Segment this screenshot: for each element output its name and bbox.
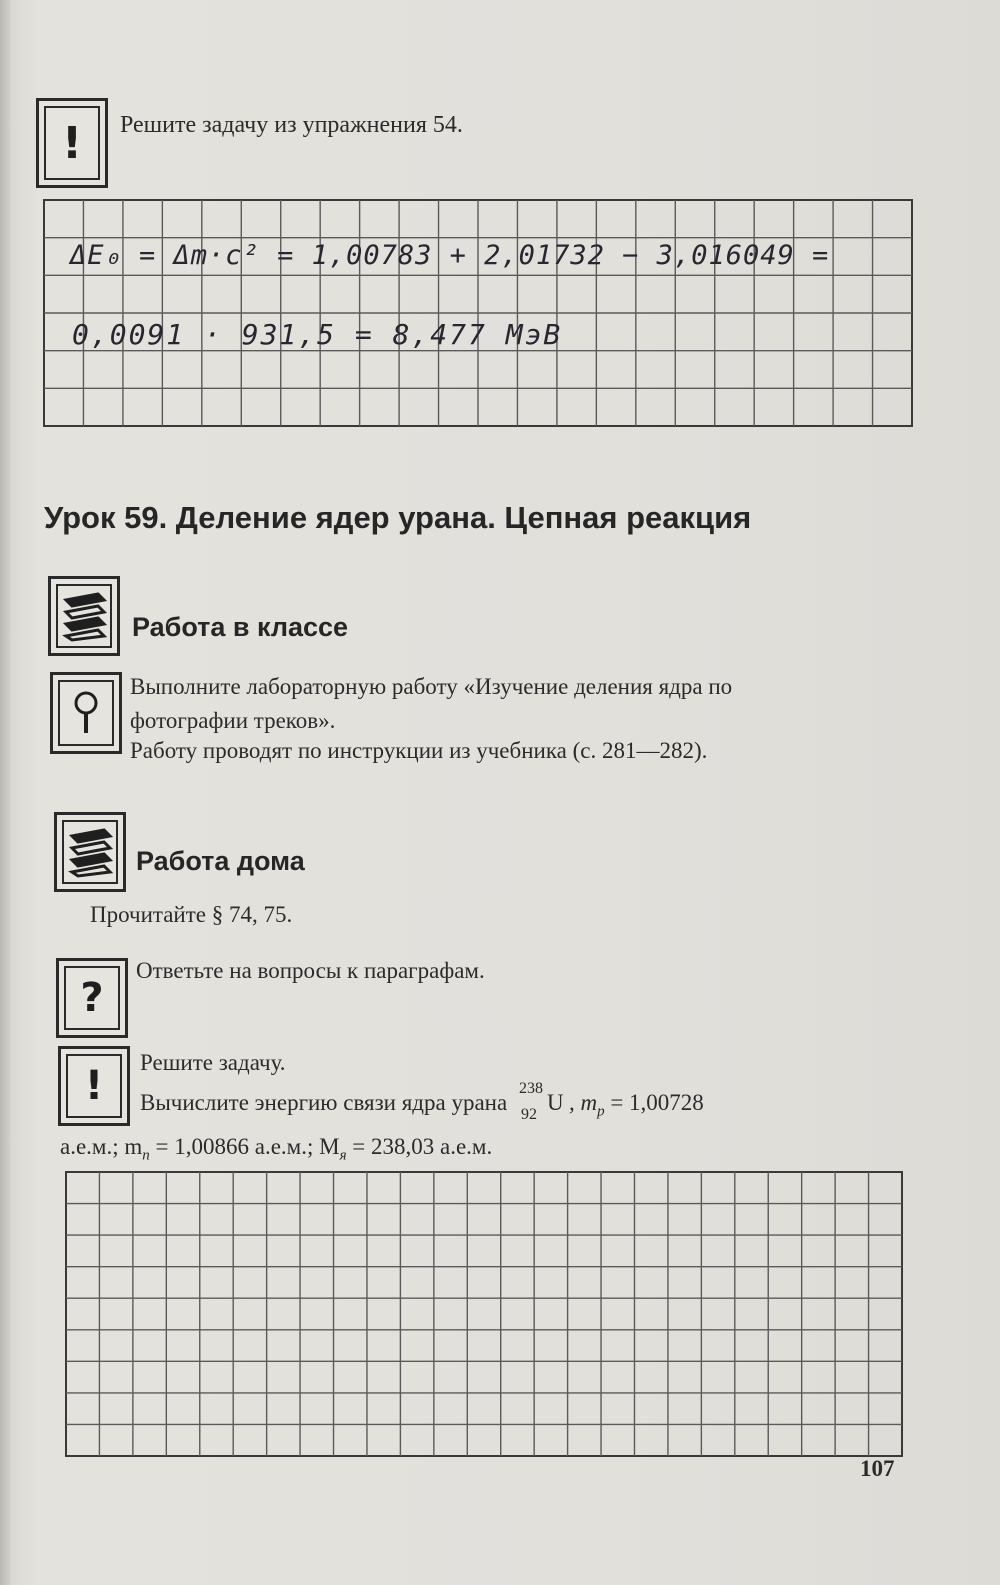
question-glyph: ? — [80, 975, 104, 1021]
book-spine-shadow — [0, 0, 10, 1585]
lab-text-line3: Работу проводят по инструкции из учебника (с. 281—282). — [130, 738, 708, 763]
page-number: 107 — [860, 1456, 895, 1481]
classwork-heading: Работа в классе — [132, 612, 349, 642]
books-icon — [54, 812, 126, 892]
my-subscript: я — [339, 1147, 347, 1164]
books-stack-icon — [60, 590, 108, 642]
top-task-text: Решите задачу из упражнения 54. — [120, 112, 463, 138]
handwritten-solution-line1: ΔE₀ = Δm·c² = 1,00783 + 2,01732 − 3,016049 = — [70, 240, 830, 271]
books-stack-icon — [66, 826, 114, 878]
homework-task-title: Решите задачу. — [140, 1050, 286, 1075]
exclamation-glyph: ! — [61, 117, 83, 169]
task-line2-end: = 238,03 а.е.м. — [346, 1134, 493, 1159]
handwritten-solution-line2: 0,0091 · 931,5 = 8,477 МэВ — [72, 318, 563, 351]
task-line1-mp: , m — [568, 1090, 598, 1115]
homework-questions: Ответьте на вопросы к параграфам. — [136, 958, 485, 983]
homework-heading: Работа дома — [136, 846, 305, 876]
isotope-mass-number: 238 — [518, 1080, 543, 1097]
homework-task-line2 — [60, 1130, 492, 1173]
task-line2-start: а.е.м.; m — [60, 1134, 143, 1159]
answer-grid-bottom — [62, 1168, 912, 1466]
exclamation-icon — [36, 98, 108, 188]
lesson-title: Урок 59. Деление ядер урана. Цепная реакция — [44, 500, 752, 535]
task-line2-mid: = 1,00866 а.е.м.; M — [149, 1134, 340, 1159]
mn-subscript: n — [142, 1147, 150, 1164]
answer-grid-top — [40, 196, 920, 436]
isotope-charge-number: 92 — [520, 1106, 537, 1123]
isotope-symbol: U — [546, 1090, 564, 1115]
task-line1-start: Вычислите энергию связи ядра урана — [140, 1090, 508, 1115]
books-icon — [48, 576, 120, 656]
lab-text-line2: фотографии треков». — [130, 708, 336, 733]
mp-subscript: p — [597, 1103, 605, 1120]
exclamation-glyph: ! — [84, 1063, 104, 1109]
question-icon — [56, 958, 128, 1038]
homework-read: Прочитайте § 74, 75. — [90, 902, 293, 927]
task-line1-mp-value: = 1,00728 — [604, 1090, 704, 1115]
magnifier-glyph — [71, 689, 101, 737]
isotope-notation — [513, 1080, 569, 1123]
lab-text-line1: Выполните лабораторную работу «Изучение деления ядра по — [130, 674, 733, 699]
homework-task-line1 — [140, 1080, 704, 1129]
exclamation-icon — [58, 1046, 130, 1126]
magnifier-icon — [50, 672, 122, 754]
